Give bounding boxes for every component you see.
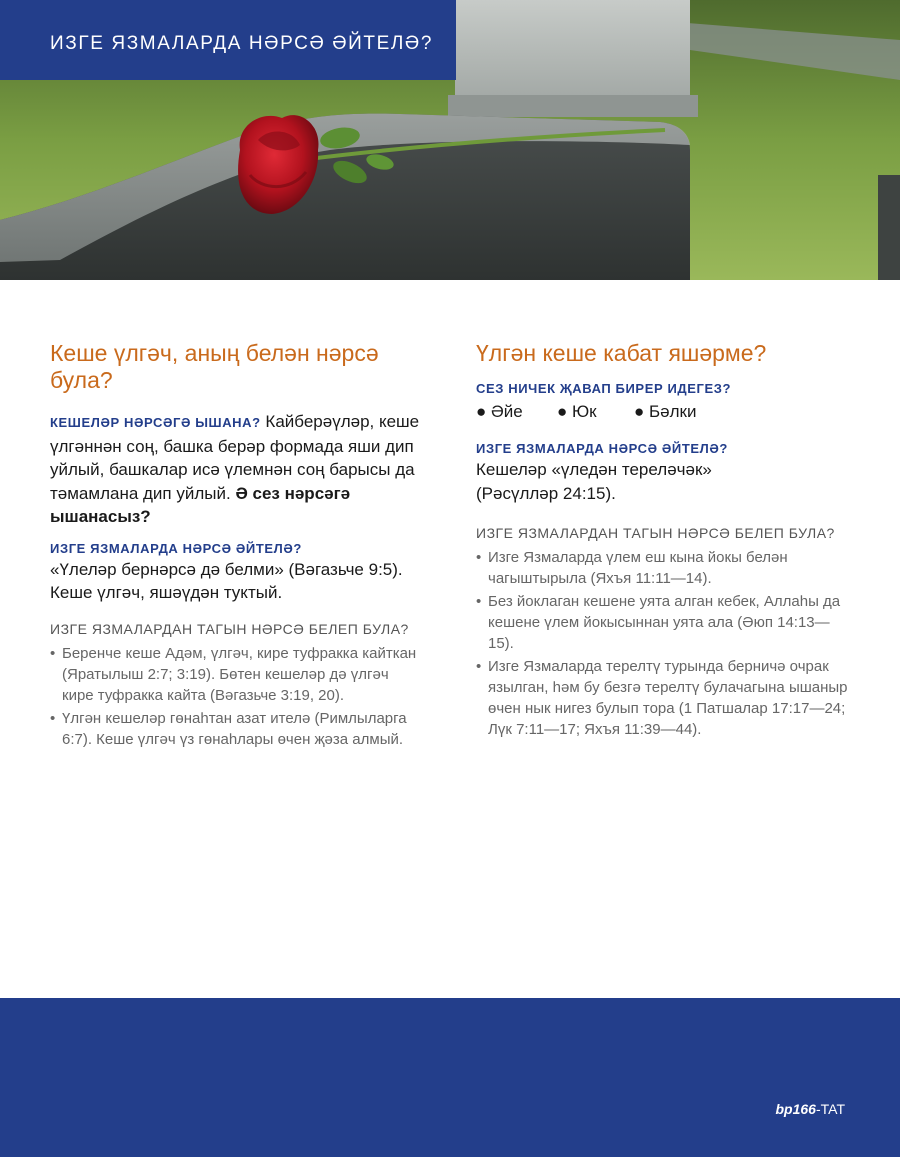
hero-photo	[0, 0, 900, 280]
right-ask-label: СЕЗ НИЧЕК ҖАВАП БИРЕР ИДЕГЕЗ?	[476, 381, 732, 396]
answer-yes: ● Әйе	[476, 402, 523, 421]
title-banner	[0, 0, 456, 80]
publication-code-italic: bp166	[775, 1101, 816, 1117]
footer-band	[0, 998, 900, 1157]
right-column	[476, 340, 848, 742]
right-says-text: Кешеләр «үледән тереләчәк» (Рәсүлләр 24:15).	[476, 460, 712, 503]
left-says-label: ИЗГЕ ЯЗМАЛАРДА НӘРСӘ ӘЙТЕЛӘ?	[50, 540, 302, 556]
list-item: • Изге Язмаларда терелтү турында берничә очрак язылган, һәм бу безгә терелтү булачагына ышаныр өчен нык нигез булып тора (1 Патшалар 17:17—24; Лүк 7:11—17; Яхъя 11:39—44).	[476, 656, 848, 740]
list-item: • Без йоклаган кешене уята алган кебек, Аллаһы да кешене үлем йокысыннан уята ала (Әюп 14:13—15).	[476, 591, 848, 654]
left-column	[50, 340, 422, 752]
publication-code-suffix: -TAT	[815, 1101, 845, 1117]
left-more-label: ИЗГЕ ЯЗМАЛАРДАН ТАГЫН НӘРСӘ БЕЛЕП БУЛА?	[50, 620, 409, 637]
list-item: • Үлгән кешеләр гөнаһтан азат ителә (Римлыларга 6:7). Кеше үлгәч үз гөнаһлары өчен җәза алмый.	[50, 708, 422, 750]
left-question-text: Кайберәүләр, кеше үлгәннән соң, башка берәр формада яши дип уйлый, башкалар исә үлемнән соң барысы да тәмамлана дип уйлый.	[50, 412, 420, 503]
left-heading: Кеше үлгәч, аның белән нәрсә була?	[50, 340, 379, 393]
list-item: • Изге Язмаларда үлем еш кына йокы белән чагыштырыла (Яхъя 11:11—14).	[476, 547, 848, 589]
answer-no: ● Юк	[557, 402, 597, 421]
right-says-label: ИЗГЕ ЯЗМАЛАРДА НӘРСӘ ӘЙТЕЛӘ?	[476, 441, 728, 456]
left-question-paragraph	[50, 410, 422, 529]
answer-maybe: ● Бәлки	[634, 402, 697, 421]
right-bullet-list	[476, 547, 848, 740]
banner-title: ИЗГЕ ЯЗМАЛАРДА НӘРСӘ ӘЙТЕЛӘ?	[50, 33, 433, 54]
left-says-text: «Үлеләр бернәрсә дә белми» (Вәгазьче 9:5). Кеше үлгәч, яшәүдән туктый.	[50, 559, 403, 602]
left-question-bold: Ә сез нәрсәгә ышанасыз?	[50, 483, 351, 526]
list-item: • Беренче кеше Адәм, үлгәч, кире туфракка кайткан (Яратылыш 2:7; 3:19). Бөтен кешеләр дә үлгәч кире туфракка кайта (Вәгазьче 3:19, 20).	[50, 643, 422, 706]
left-bullet-list	[50, 643, 422, 750]
right-more-label: ИЗГЕ ЯЗМАЛАРДАН ТАГЫН НӘРСӘ БЕЛЕП БУЛА?	[476, 525, 835, 541]
left-question-label: КЕШЕЛӘР НӘРСӘГӘ ЫШАНА?	[50, 415, 261, 430]
publication-code	[776, 1101, 846, 1117]
right-heading: Үлгән кеше кабат яшәрме?	[476, 340, 767, 366]
answer-options	[476, 400, 848, 423]
